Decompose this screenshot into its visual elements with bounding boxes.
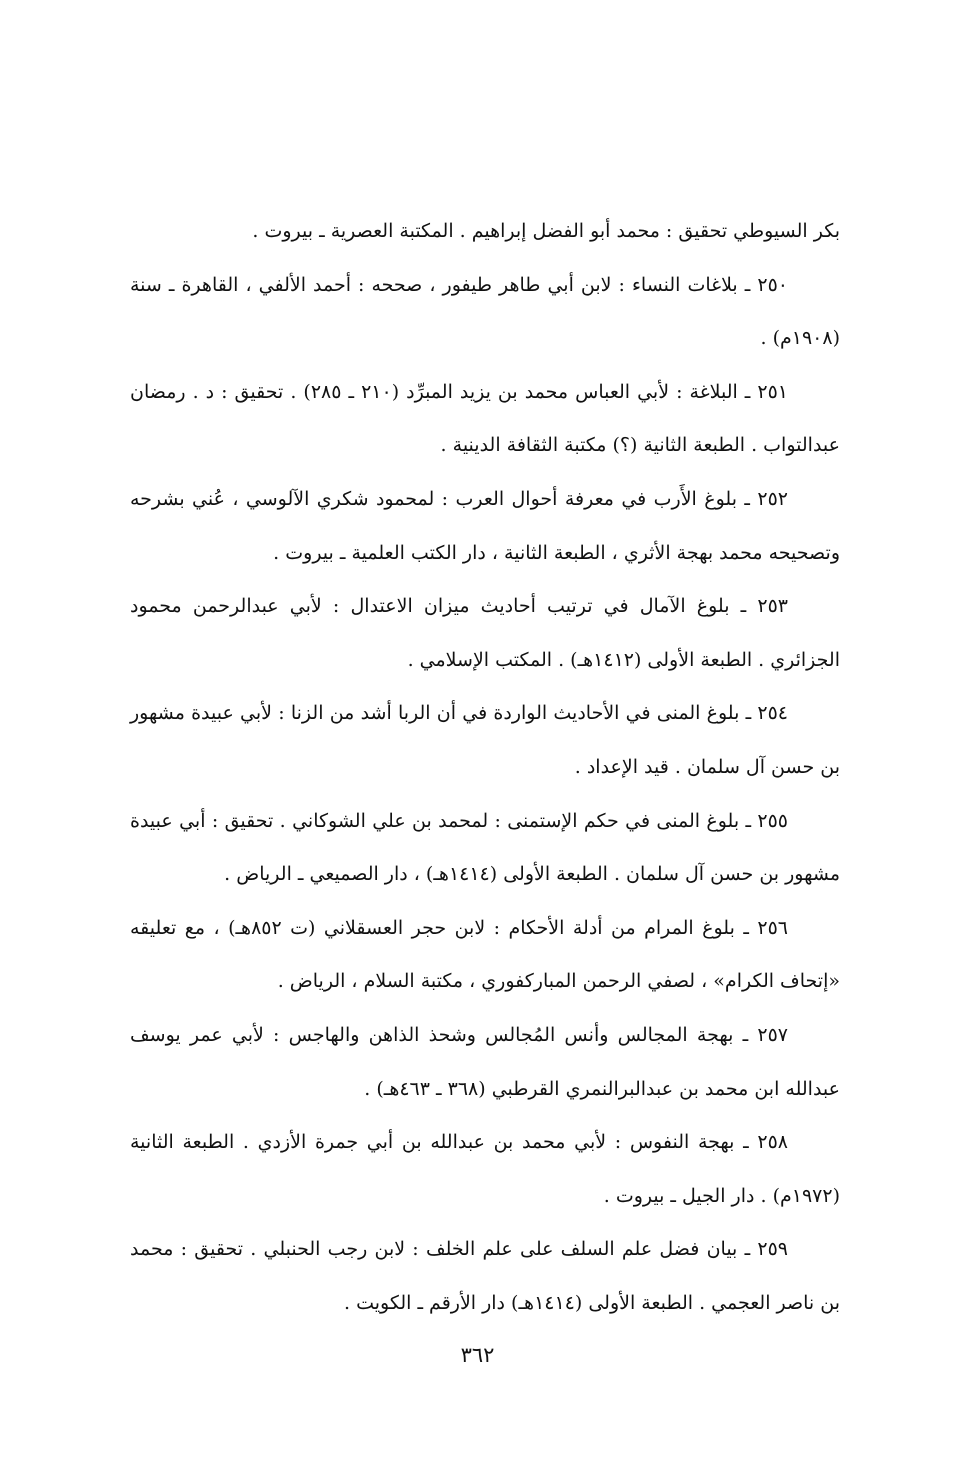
bibliography-entry-256: ٢٥٦ ـ بلوغ المرام من أدلة الأحكام : لابن حجر العسقلاني (ت ٨٥٢هـ) ، مع تعليقه «إتحاف الكرام» ، لصفي الرحمن المباركفوري ، مكتبة السلام ، الرياض . — [130, 916, 840, 993]
bibliography-entry-252: ٢٥٢ ـ بلوغ الأَرب في معرفة أحوال العرب : لمحمود شكري الآلوسي ، عُني بشرحه وتصحيحه محمد بهجة الأثري ، الطبعة الثانية ، دار الكتب العلمية ـ بيروت . — [130, 487, 840, 564]
page-number: ٣٦٢ — [460, 1343, 495, 1367]
bibliography-entry-259: ٢٥٩ ـ بيان فضل علم السلف على علم الخلف : لابن رجب الحنبلي . تحقيق : محمد بن ناصر العجمي . الطبعة الأولى (١٤١٤هـ) دار الأرقم ـ الكويت . — [130, 1238, 840, 1314]
bibliography-entry-251: ٢٥١ ـ البلاغة : لأبي العباس محمد بن يزيد المبرِّد (٢١٠ ـ ٢٨٥) . تحقيق : د . رمضان عبدالتواب . الطبعة الثانية (؟) مكتبة الثقافة الدينية . — [130, 380, 840, 457]
bibliography-text — [130, 205, 840, 1330]
bibliography-entry-250: ٢٥٠ ـ بلاغات النساء : لابن أبي طاهر طيفور ، صححه : أحمد الألفي ، القاهرة ـ سنة (١٩٠٨م) . — [130, 273, 840, 350]
bibliography-entry-257: ٢٥٧ ـ بهجة المجالس وأنس المُجالس وشحذ الذاهن والهاجس : لأبي عمر يوسف عبدالله ابن محمد بن عبدالبرالنمري القرطبي (٣٦٨ ـ ٤٦٣هـ) . — [130, 1023, 840, 1100]
bibliography-entry-258: ٢٥٨ ـ بهجة النفوس : لأبي محمد بن عبدالله بن أبي جمرة الأزدي . الطبعة الثانية (١٩٧٢م) . دار الجيل ـ بيروت . — [130, 1131, 840, 1207]
continuation-paragraph: بكر السيوطي تحقيق : محمد أبو الفضل إبراهيم . المكتبة العصرية ـ بيروت . — [252, 220, 840, 242]
bibliography-entry-254: ٢٥٤ ـ بلوغ المنى في الأحاديث الواردة في أن الربا أشد من الزنا : لأبي عبيدة مشهور بن حسن آل سلمان . قيد الإعداد . — [130, 702, 840, 778]
bibliography-entry-253: ٢٥٣ ـ بلوغ الآمال في ترتيب أحاديث ميزان الاعتدال : لأبي عبدالرحمن محمود الجزائري . الطبعة الأولى (١٤١٢هـ) . المكتب الإسلامي . — [130, 595, 840, 671]
bibliography-entry-255: ٢٥٥ ـ بلوغ المنى في حكم الإستمنى : لمحمد بن علي الشوكاني . تحقيق : أبي عبيدة مشهور بن حسن آل سلمان . الطبعة الأولى (١٤١٤هـ) ، دار الصميعي ـ الرياض . — [130, 809, 840, 886]
